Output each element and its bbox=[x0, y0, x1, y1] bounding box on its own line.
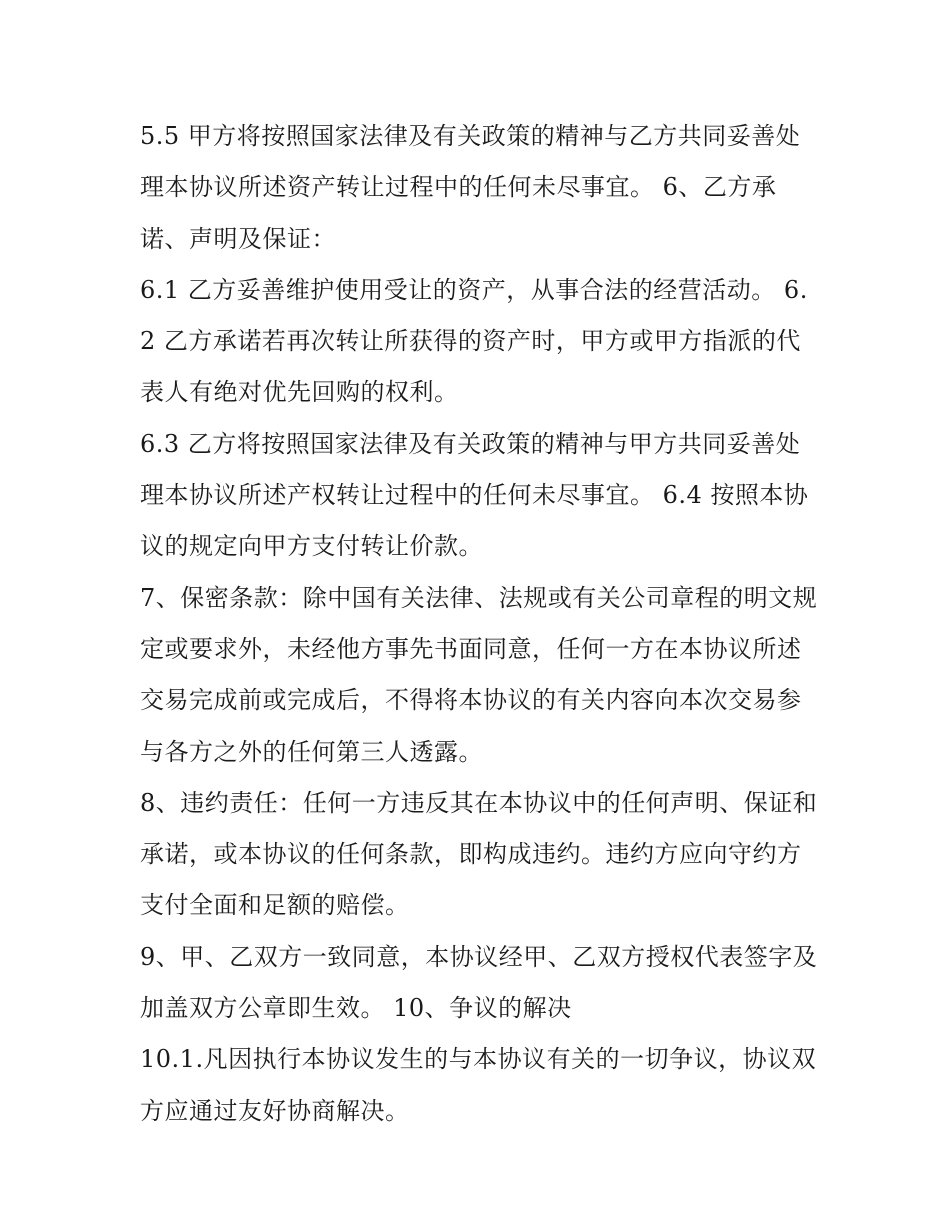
clause-9-effectiveness: 9、甲、乙双方一致同意，本协议经甲、乙双方授权代表签字及加盖双方公章即生效。 10、争议的解决 bbox=[140, 942, 818, 1023]
document-body bbox=[140, 111, 820, 1137]
clause-5-5: 5.5 甲方将按照国家法律及有关政策的精神与乙方共同妥善处理本协议所述资产转让过程中的任何未尽事宜。 6、乙方承诺、声明及保证： bbox=[140, 122, 801, 253]
clause-7-confidentiality: 7、保密条款：除中国有关法律、法规或有关公司章程的明文规定或要求外，未经他方事先书面同意，任何一方在本协议所述交易完成前或完成后，不得将本协议的有关内容向本次交易参与各方之外的任何第三人透露。 bbox=[140, 583, 818, 766]
clause-6-3: 6.3 乙方将按照国家法律及有关政策的精神与甲方共同妥善处理本协议所述产权转让过程中的任何未尽事宜。 6.4 按照本协议的规定向甲方支付转让价款。 bbox=[140, 429, 809, 561]
clause-6-1: 6.1 乙方妥善维护使用受让的资产，从事合法的经营活动。 6.2 乙方承诺若再次转让所获得的资产时，甲方或甲方指派的代表人有绝对优先回购的权利。 bbox=[140, 275, 808, 407]
clause-10-1-dispute: 10.1.凡因执行本协议发生的与本协议有关的一切争议，协议双方应通过友好协商解决。 bbox=[140, 1045, 817, 1125]
clause-8-breach: 8、违约责任：任何一方违反其在本协议中的任何声明、保证和承诺，或本协议的任何条款，即构成违约。违约方应向守约方支付全面和足额的赔偿。 bbox=[140, 788, 818, 920]
